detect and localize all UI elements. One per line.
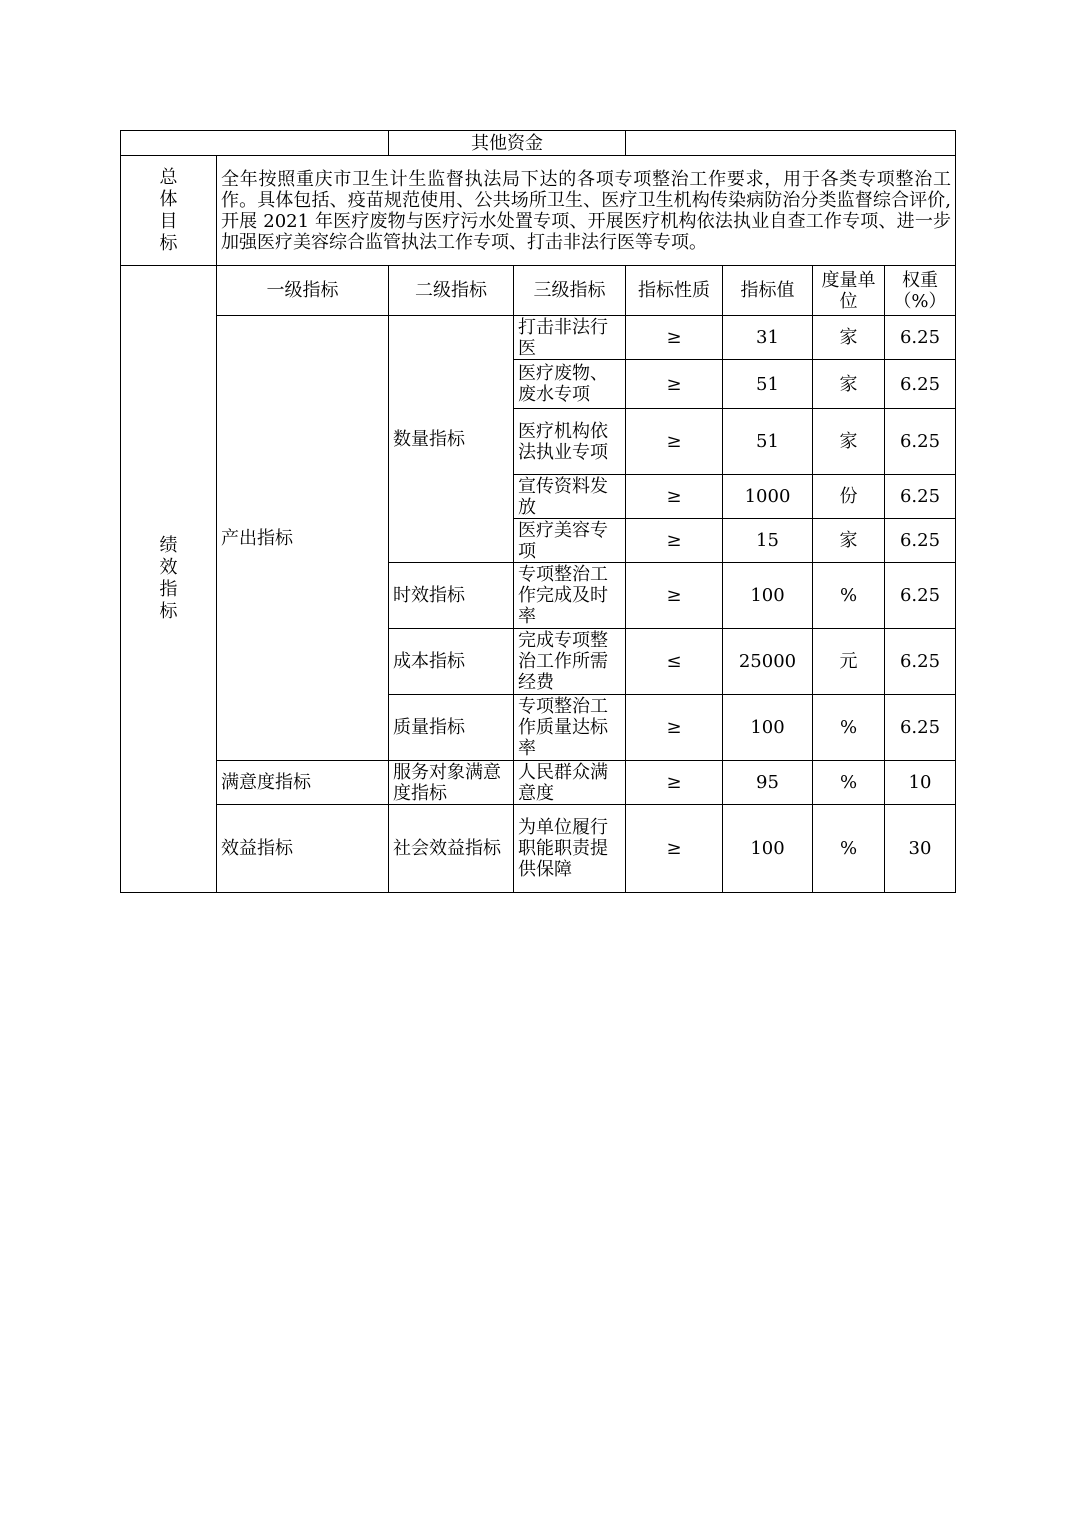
funding-value-cell: [626, 131, 956, 156]
header-nature: 指标性质: [626, 266, 723, 316]
indicator-weight: 6.25: [885, 316, 956, 360]
indicator-value: 25000: [723, 629, 813, 695]
indicator-weight: 6.25: [885, 563, 956, 629]
indicator-value: 95: [723, 761, 813, 805]
indicator-nature: ≥: [626, 316, 723, 360]
indicator-name: 专项整治工作完成及时率: [514, 563, 626, 629]
indicator-unit: 份: [813, 475, 885, 519]
indicator-value: 15: [723, 519, 813, 563]
table-row: [121, 316, 956, 360]
indicator-value: 51: [723, 409, 813, 475]
indicator-nature: ≥: [626, 519, 723, 563]
indicator-value: 100: [723, 563, 813, 629]
indicator-nature: ≥: [626, 409, 723, 475]
indicator-weight: 6.25: [885, 360, 956, 409]
indicator-name: 医疗美容专项: [514, 519, 626, 563]
indicator-weight: 10: [885, 761, 956, 805]
indicator-unit: 家: [813, 409, 885, 475]
subgroup-quantity: 数量指标: [389, 316, 514, 563]
indicator-name: 医疗废物、废水专项: [514, 360, 626, 409]
header-level2: 二级指标: [389, 266, 514, 316]
header-row: [121, 266, 956, 316]
indicator-unit: %: [813, 695, 885, 761]
indicator-weight: 6.25: [885, 519, 956, 563]
group-satisfaction: 满意度指标: [217, 761, 389, 805]
indicator-weight: 6.25: [885, 695, 956, 761]
subgroup-service: 服务对象满意度指标: [389, 761, 514, 805]
indicator-value: 51: [723, 360, 813, 409]
indicator-value: 1000: [723, 475, 813, 519]
header-unit: 度量单位: [813, 266, 885, 316]
table-row: [121, 805, 956, 893]
indicator-name: 专项整治工作质量达标率: [514, 695, 626, 761]
subgroup-social: 社会效益指标: [389, 805, 514, 893]
goal-text: 全年按照重庆市卫生计生监督执法局下达的各项专项整治工作要求，用于各类专项整治工作。具体包括、疫苗规范使用、公共场所卫生、医疗卫生机构传染病防治分类监督综合评价,开展 2021 年医疗废物与医疗污水处置专项、开展医疗机构依法执业自查工作专项、进一步加强医疗美容综合监管执法工作专项、打击非法行医等专项。: [217, 156, 956, 266]
header-level3: 三级指标: [514, 266, 626, 316]
indicator-weight: 30: [885, 805, 956, 893]
indicator-nature: ≤: [626, 629, 723, 695]
header-weight: 权重（%）: [885, 266, 956, 316]
subgroup-timeliness: 时效指标: [389, 563, 514, 629]
table-row: [121, 761, 956, 805]
performance-table: [120, 130, 956, 893]
indicator-weight: 6.25: [885, 629, 956, 695]
indicator-value: 100: [723, 805, 813, 893]
goal-row: [121, 156, 956, 266]
indicator-nature: ≥: [626, 805, 723, 893]
indicator-nature: ≥: [626, 695, 723, 761]
funding-label: 其他资金: [389, 131, 626, 156]
indicator-name: 为单位履行职能职责提供保障: [514, 805, 626, 893]
indicator-name: 宣传资料发放: [514, 475, 626, 519]
indicator-value: 100: [723, 695, 813, 761]
indicator-name: 完成专项整治工作所需经费: [514, 629, 626, 695]
group-benefit: 效益指标: [217, 805, 389, 893]
subgroup-quality: 质量指标: [389, 695, 514, 761]
header-value: 指标值: [723, 266, 813, 316]
indicator-unit: %: [813, 563, 885, 629]
indicator-unit: %: [813, 761, 885, 805]
group-output: 产出指标: [217, 316, 389, 761]
indicator-unit: %: [813, 805, 885, 893]
indicator-nature: ≥: [626, 360, 723, 409]
indicator-unit: 家: [813, 316, 885, 360]
header-level1: 一级指标: [217, 266, 389, 316]
indicator-nature: ≥: [626, 563, 723, 629]
subgroup-cost: 成本指标: [389, 629, 514, 695]
indicator-nature: ≥: [626, 761, 723, 805]
indicator-value: 31: [723, 316, 813, 360]
funding-row: [121, 131, 956, 156]
indicator-nature: ≥: [626, 475, 723, 519]
indicator-name: 打击非法行医: [514, 316, 626, 360]
indicator-name: 人民群众满意度: [514, 761, 626, 805]
indicator-name: 医疗机构依法执业专项: [514, 409, 626, 475]
funding-blank-cell: [121, 131, 389, 156]
goal-label: 总体目标: [121, 156, 217, 266]
indicator-weight: 6.25: [885, 409, 956, 475]
indicator-weight: 6.25: [885, 475, 956, 519]
indicator-unit: 家: [813, 360, 885, 409]
perf-label: 绩效指标: [121, 266, 217, 893]
indicator-unit: 家: [813, 519, 885, 563]
indicator-unit: 元: [813, 629, 885, 695]
